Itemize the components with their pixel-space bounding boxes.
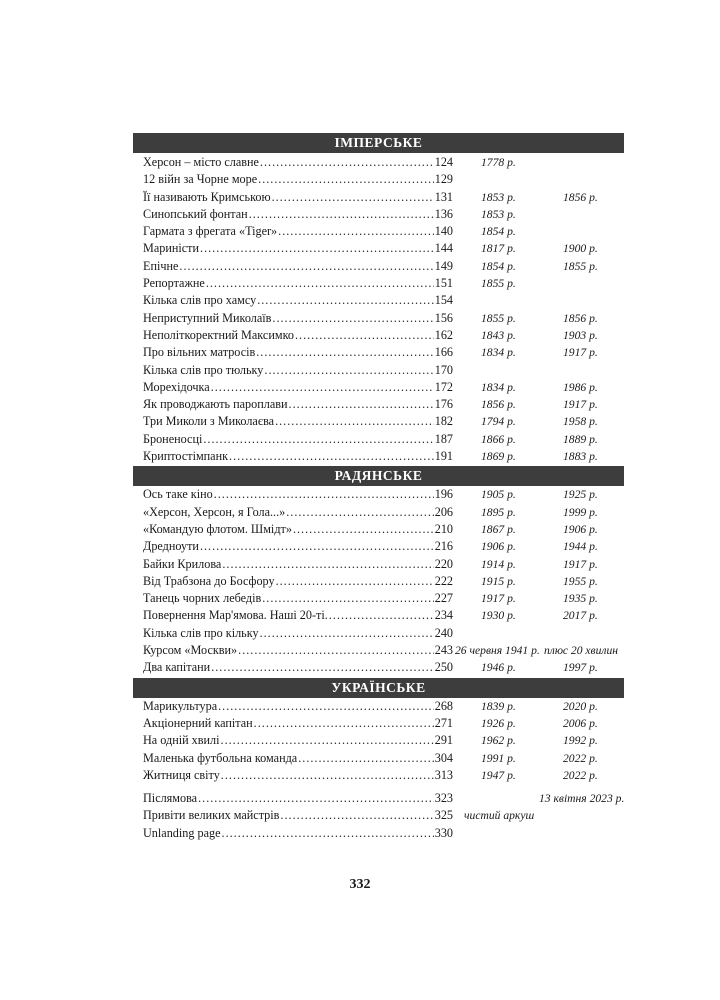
leader-dots (222, 825, 434, 842)
toc-entry[interactable] (143, 292, 453, 309)
toc-entry[interactable] (143, 275, 453, 292)
entry-title: Морехідочка (143, 379, 210, 394)
leader-dots (206, 275, 434, 292)
entry-date-start: 1926 р. (481, 716, 516, 730)
entry-date-start: 1895 р. (481, 505, 516, 519)
entry-date-end: 1986 р. (563, 380, 598, 394)
entry-title: Мариністи (143, 241, 200, 256)
entry-date-end: 1917 р. (563, 557, 598, 571)
entry-page: 206 (434, 504, 453, 519)
toc-row (133, 625, 624, 642)
leader-dots (238, 642, 434, 659)
section-entries-imperial (133, 154, 624, 465)
entry-date-start: 1778 р. (481, 156, 516, 169)
toc-row (133, 154, 624, 171)
entry-date-start: 1855 р. (481, 311, 516, 325)
entry-title: Танець чорних лебедів (143, 591, 262, 606)
entry-page: 325 (434, 808, 453, 823)
entry-date-end: 1856 р. (563, 190, 598, 204)
entry-date-start: 1834 р. (481, 380, 516, 394)
toc-row (133, 607, 624, 624)
entry-date-start: 1855 р. (481, 277, 516, 291)
extras-entries (133, 790, 624, 842)
leader-dots (229, 448, 434, 465)
entry-page: 170 (434, 362, 453, 377)
entry-date-end: 1855 р. (563, 259, 598, 273)
entry-date-start: 1946 р. (481, 661, 516, 675)
entry-date-end: 1917 р. (563, 346, 598, 360)
toc-entry[interactable] (143, 715, 453, 732)
leader-dots (256, 344, 433, 361)
toc-row (133, 396, 624, 413)
entry-title: На одній хвилі (143, 733, 220, 748)
section-header-ukrainian: УКРАЇНСЬКЕ (133, 678, 624, 698)
entry-date-end: 1903 р. (563, 328, 598, 342)
entry-page: 210 (434, 521, 453, 536)
entry-date-end: 1883 р. (563, 450, 598, 464)
entry-title: Неполіткоректний Максимко (143, 327, 294, 342)
leader-dots (260, 625, 434, 642)
entry-date-start: 1915 р. (481, 574, 516, 588)
entry-title: Гармата з фрегата «Tiger» (143, 224, 278, 239)
entry-date-start: 1947 р. (481, 768, 516, 782)
section-entries-ukrainian (133, 698, 624, 784)
page-number: 332 (349, 877, 371, 892)
toc-entry[interactable] (143, 310, 453, 327)
entry-date-end: 1935 р. (563, 592, 598, 606)
leader-dots (289, 396, 434, 413)
entry-date-end: 1992 р. (563, 734, 598, 748)
entry-page: 166 (434, 345, 453, 360)
entry-title: Дредноути (143, 539, 199, 554)
entry-date-start: 1869 р. (481, 450, 516, 464)
toc-entry[interactable] (143, 807, 453, 824)
toc-entry[interactable] (143, 171, 453, 188)
toc-entry[interactable] (143, 573, 453, 590)
toc-entry[interactable] (143, 154, 453, 171)
section-header-soviet: РАДЯНСЬКЕ (133, 466, 624, 486)
entry-date-start: 1853 р. (481, 207, 516, 221)
entry-date-end: 2022 р. (563, 751, 598, 765)
entry-date-start: 1854 р. (481, 259, 516, 273)
toc-row (133, 344, 624, 361)
entry-page: 136 (434, 206, 453, 221)
entry-date-end: 1944 р. (563, 540, 598, 554)
toc-row (133, 292, 624, 309)
leader-dots (329, 607, 434, 624)
toc-entry[interactable] (143, 240, 453, 257)
leader-dots (211, 659, 434, 676)
entry-page: 227 (434, 591, 453, 606)
toc-entry[interactable] (143, 504, 453, 521)
entry-page: 172 (434, 379, 453, 394)
entry-title: Як проводжають пароплави (143, 397, 288, 412)
entry-date-end: 1925 р. (563, 488, 598, 502)
toc-entry[interactable] (143, 362, 453, 379)
toc-row (133, 258, 624, 275)
entry-page: 187 (434, 431, 453, 446)
leader-dots (200, 538, 434, 555)
entry-page: 154 (434, 293, 453, 308)
entry-note: чистий аркуш (464, 809, 535, 823)
entry-page: 196 (434, 487, 453, 502)
toc-entry[interactable] (143, 486, 453, 503)
toc-entry[interactable] (143, 189, 453, 206)
entry-title: Кілька слів про тюльку (143, 362, 264, 377)
toc-entry[interactable] (143, 327, 453, 344)
toc-row (133, 750, 624, 767)
leader-dots (179, 258, 433, 275)
toc-entry[interactable] (143, 258, 453, 275)
toc-entry[interactable] (143, 642, 453, 659)
leader-dots (264, 362, 433, 379)
entry-date-start: 1917 р. (481, 592, 516, 606)
leader-dots (295, 327, 434, 344)
leader-dots (254, 715, 434, 732)
entry-page: 149 (434, 258, 453, 273)
entry-title: Три Миколи з Миколаєва (143, 414, 275, 429)
entry-page: 250 (434, 660, 453, 675)
entry-date-end: 1906 р. (563, 522, 598, 536)
leader-dots (286, 504, 433, 521)
toc-entry[interactable] (143, 344, 453, 361)
leader-dots (280, 807, 433, 824)
toc-entry[interactable] (143, 556, 453, 573)
entry-page: 268 (434, 698, 453, 713)
toc-row (133, 362, 624, 379)
entry-title: «Командую флотом. Шмідт» (143, 521, 292, 536)
entry-page: 151 (434, 276, 453, 291)
leader-dots (221, 767, 434, 784)
entry-date-end: 1997 р. (563, 661, 598, 675)
entry-date-start: 1794 р. (481, 415, 516, 429)
entry-date-end: плюс 20 хвилин (544, 644, 618, 658)
entry-page: 323 (434, 791, 453, 806)
leader-dots (249, 206, 434, 223)
entry-title: Її називають Кримською (143, 189, 271, 204)
leader-dots (258, 171, 434, 188)
entry-date-start: 1834 р. (481, 346, 516, 360)
entry-date-start: 1867 р. (481, 522, 516, 536)
entry-title: Марикультура (143, 698, 218, 713)
entry-date-start: 1930 р. (481, 609, 516, 623)
toc-row (133, 556, 624, 573)
entry-title: Херсон – місто славне (143, 155, 259, 169)
entry-date-start: 1843 р. (481, 328, 516, 342)
entry-page: 304 (434, 750, 453, 765)
entry-page: 131 (434, 189, 453, 204)
entry-page: 144 (434, 241, 453, 256)
toc-entry[interactable] (143, 607, 453, 624)
entry-title: Про вільних матросів (143, 345, 256, 360)
toc-row (133, 413, 624, 430)
toc-row (133, 223, 624, 240)
toc-entry[interactable] (143, 590, 453, 607)
entry-date-start: 1906 р. (481, 540, 516, 554)
leader-dots (218, 698, 434, 715)
toc-entry[interactable] (143, 448, 453, 465)
leader-dots (221, 732, 434, 749)
toc-row (133, 825, 624, 842)
toc-row (133, 504, 624, 521)
toc-row (133, 171, 624, 188)
entry-title: Синопський фонтан (143, 206, 248, 221)
entry-date-end: 13 квітня 2023 р. (539, 792, 625, 806)
toc-entry[interactable] (143, 767, 453, 784)
entry-title: Повернення Мар'ямова. Наші 20-ті. (143, 608, 328, 623)
leader-dots (200, 240, 434, 257)
leader-dots (278, 223, 434, 240)
toc-row (133, 767, 624, 784)
toc-entry[interactable] (143, 223, 453, 240)
entry-page: 330 (434, 825, 453, 840)
entry-page: 234 (434, 608, 453, 623)
leader-dots (272, 310, 433, 327)
toc-entry[interactable] (143, 625, 453, 642)
toc-entry[interactable] (143, 825, 453, 842)
entry-page: 140 (434, 224, 453, 239)
toc-row (133, 486, 624, 503)
entry-title: Курсом «Москви» (143, 643, 238, 658)
entry-title: Байки Крилова (143, 556, 222, 571)
toc-row (133, 715, 624, 732)
entry-date-start: 1962 р. (481, 734, 516, 748)
entry-page: 313 (434, 767, 453, 782)
leader-dots (260, 154, 434, 171)
toc-row (133, 659, 624, 676)
entry-title: Репортажне (143, 276, 205, 291)
leader-dots (257, 292, 434, 309)
toc-row (133, 448, 624, 465)
entry-page: 216 (434, 539, 453, 554)
toc-row (133, 379, 624, 396)
toc-entry[interactable] (143, 206, 453, 223)
toc-row (133, 189, 624, 206)
entry-date-start: 1866 р. (481, 432, 516, 446)
entry-date-start: 1839 р. (481, 699, 516, 713)
entry-page: 271 (434, 715, 453, 730)
toc-entry[interactable] (143, 698, 453, 715)
entry-date-end: 2020 р. (563, 699, 598, 713)
toc-row (133, 642, 624, 659)
leader-dots (262, 590, 433, 607)
toc-row (133, 732, 624, 749)
toc-entry[interactable] (143, 659, 453, 676)
entry-date-start: 1856 р. (481, 398, 516, 412)
section-header-imperial: ІМПЕРСЬКЕ (133, 133, 624, 153)
toc-entry[interactable] (143, 396, 453, 413)
entry-date-end: 2017 р. (563, 609, 598, 623)
toc-row (133, 521, 624, 538)
entry-title: Кілька слів про хамсу (143, 293, 257, 308)
entry-title: «Херсон, Херсон, я Гола...» (143, 504, 286, 519)
entry-date-end: 1889 р. (563, 432, 598, 446)
leader-dots (214, 486, 434, 503)
entry-title: Маленька футбольна команда (143, 750, 298, 765)
entry-page: 124 (434, 155, 453, 169)
toc-entry[interactable] (143, 431, 453, 448)
toc-row (133, 790, 624, 807)
leader-dots (203, 431, 433, 448)
leader-dots (298, 750, 434, 767)
toc-entry[interactable] (143, 521, 453, 538)
entry-date-end: 1917 р. (563, 398, 598, 412)
leader-dots (198, 790, 434, 807)
entry-date-start: 26 червня 1941 р. (455, 644, 540, 658)
toc-entry[interactable] (143, 379, 453, 396)
toc-row (133, 310, 624, 327)
section-entries-soviet (133, 486, 624, 676)
toc-entry[interactable] (143, 538, 453, 555)
leader-dots (222, 556, 433, 573)
entry-title: Неприступний Миколаїв (143, 310, 272, 325)
entry-title: Післямова (143, 791, 198, 806)
entry-title: Кілька слів про кільку (143, 625, 259, 640)
entry-title: Привіти великих майстрів (143, 808, 280, 823)
entry-page: 129 (434, 172, 453, 187)
toc-row (133, 240, 624, 257)
leader-dots (211, 379, 434, 396)
entry-date-end: 1856 р. (563, 311, 598, 325)
toc-entry[interactable] (143, 790, 453, 807)
entry-page: 156 (434, 310, 453, 325)
entry-title: Епічне (143, 258, 179, 273)
entry-date-end: 1900 р. (563, 242, 598, 256)
leader-dots (276, 573, 434, 590)
toc-row (133, 807, 624, 824)
toc-row (133, 275, 624, 292)
entry-date-start: 1905 р. (481, 488, 516, 502)
entry-title: Unlanding page (143, 825, 221, 840)
entry-date-start: 1854 р. (481, 225, 516, 239)
entry-page: 176 (434, 397, 453, 412)
entry-date-end: 2006 р. (563, 716, 598, 730)
toc-row (133, 590, 624, 607)
entry-title: Криптостімпанк (143, 449, 229, 464)
leader-dots (275, 413, 434, 430)
toc-entry[interactable] (143, 750, 453, 767)
entry-title: 12 війн за Чорне море (143, 172, 258, 187)
entry-date-end: 1958 р. (563, 415, 598, 429)
entry-page: 222 (434, 573, 453, 588)
entry-title: Ось таке кіно (143, 487, 213, 502)
toc-row (133, 538, 624, 555)
entry-date-start: 1817 р. (481, 242, 516, 256)
toc-row (133, 206, 624, 223)
entry-date-start: 1914 р. (481, 557, 516, 571)
entry-page: 243 (434, 643, 453, 658)
toc-row (133, 573, 624, 590)
entry-page: 291 (434, 733, 453, 748)
leader-dots (272, 189, 434, 206)
entry-title: Від Трабзона до Босфору (143, 573, 275, 588)
toc-row (133, 431, 624, 448)
toc-entry[interactable] (143, 413, 453, 430)
entry-date-end: 1955 р. (563, 574, 598, 588)
entry-title: Житниця світу (143, 767, 220, 782)
toc-row (133, 327, 624, 344)
entry-page: 191 (434, 449, 453, 464)
entry-date-end: 1999 р. (563, 505, 598, 519)
entry-page: 182 (434, 414, 453, 429)
entry-title: Два капітани (143, 660, 211, 675)
toc-entry[interactable] (143, 732, 453, 749)
leader-dots (293, 521, 434, 538)
entry-page: 162 (434, 327, 453, 342)
entry-date-start: 1991 р. (481, 751, 516, 765)
toc-row (133, 698, 624, 715)
entry-title: Броненосці (143, 431, 203, 446)
entry-date-end: 2022 р. (563, 768, 598, 782)
entry-page: 240 (434, 625, 453, 640)
entry-title: Акціонерний капітан (143, 715, 253, 730)
entry-page: 220 (434, 556, 453, 571)
entry-date-start: 1853 р. (481, 190, 516, 204)
table-of-contents (133, 133, 624, 842)
